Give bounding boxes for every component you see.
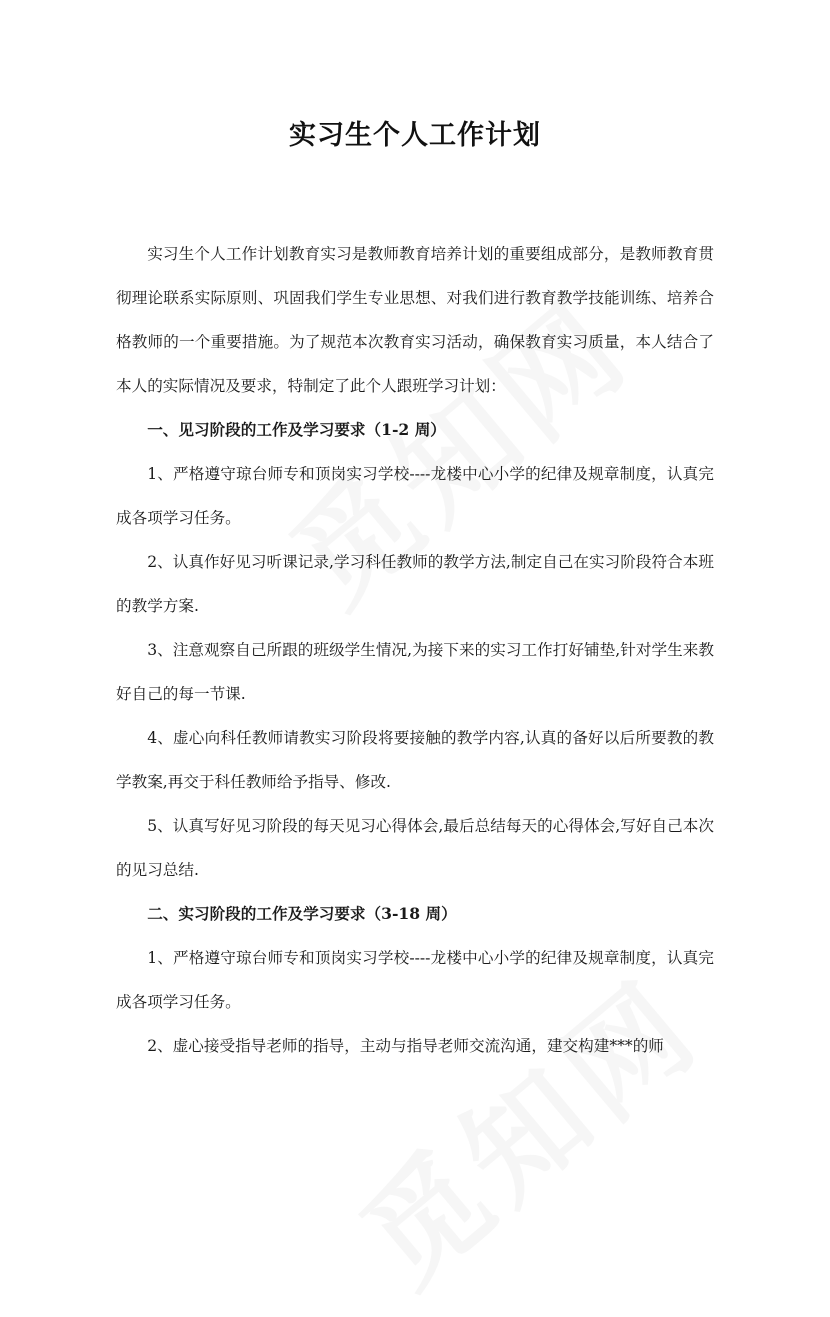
document-body [116, 232, 714, 1068]
list-item: 1、严格遵守琼台师专和顶岗实习学校----龙楼中心小学的纪律及规章制度，认真完成各项学习任务。 [116, 949, 714, 1011]
section-heading-2: 二、实习阶段的工作及学习要求（3-18 周） [147, 904, 457, 923]
list-item: 1、严格遵守琼台师专和顶岗实习学校----龙楼中心小学的纪律及规章制度，认真完成各项学习任务。 [116, 465, 714, 527]
document-title: 实习生个人工作计划 [289, 120, 541, 151]
list-item: 5、认真写好见习阶段的每天见习心得体会,最后总结每天的心得体会,写好自己本次的见习总结. [116, 817, 714, 879]
list-item: 4、虚心向科任教师请教实习阶段将要接触的教学内容,认真的备好以后所要教的教学教案,再交于科任教师给予指导、修改. [116, 729, 714, 791]
list-item: 2、虚心接受指导老师的指导，主动与指导老师交流沟通，建交构建***的师 [147, 1037, 664, 1055]
list-item: 2、认真作好见习听课记录,学习科任教师的教学方法,制定自己在实习阶段符合本班的教学方案. [116, 553, 714, 615]
intro-paragraph: 实习生个人工作计划教育实习是教师教育培养计划的重要组成部分，是教师教育贯彻理论联系实际原则、巩固我们学生专业思想、对我们进行教育教学技能训练、培养合格教师的一个重要措施。为了规范本次教育实习活动，确保教育实习质量，本人结合了本人的实际情况及要求，特制定了此个人跟班学习计划： [116, 245, 714, 395]
list-item: 3、注意观察自己所跟的班级学生情况,为接下来的实习工作打好铺垫,针对学生来教好自己的每一节课. [116, 641, 714, 703]
section-heading-1: 一、见习阶段的工作及学习要求（1-2 周） [147, 420, 446, 439]
